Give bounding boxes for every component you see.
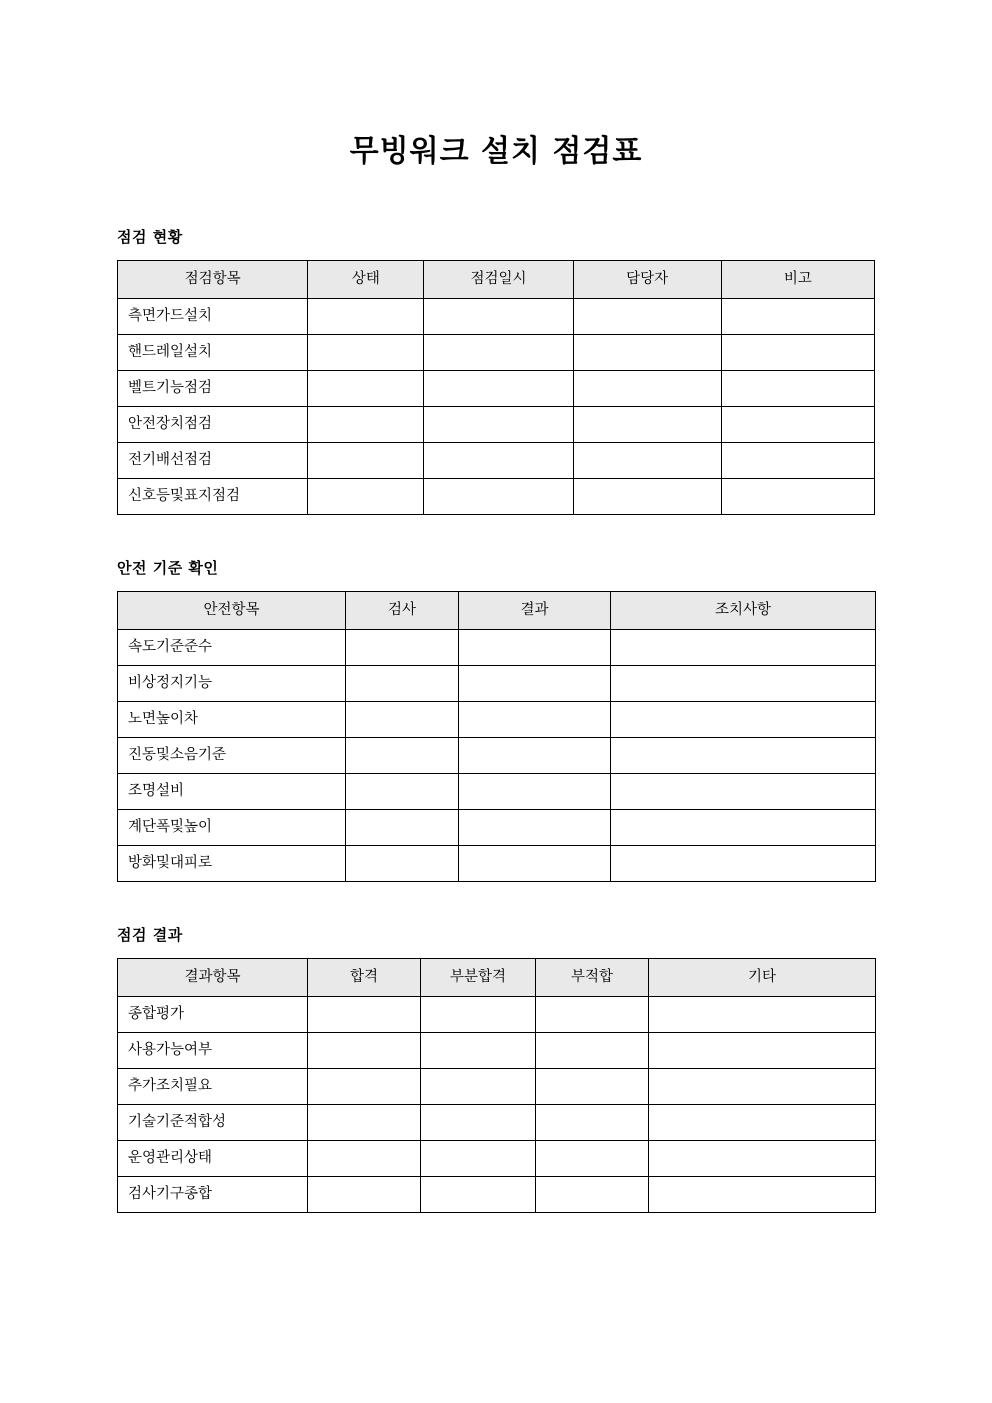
entry-cell[interactable] (721, 407, 874, 443)
row-label: 검사기구종합 (118, 1177, 308, 1213)
entry-cell[interactable] (459, 666, 611, 702)
entry-cell[interactable] (721, 443, 874, 479)
section-inspection-result (0, 924, 992, 1213)
entry-cell[interactable] (721, 371, 874, 407)
entry-cell[interactable] (649, 1069, 876, 1105)
entry-cell[interactable] (308, 997, 421, 1033)
row-label: 전기배선점검 (118, 443, 308, 479)
section-title: 안전 기준 확인 (117, 559, 219, 577)
column-header: 안전항목 (118, 592, 346, 630)
entry-cell[interactable] (308, 443, 424, 479)
entry-cell[interactable] (346, 810, 459, 846)
entry-cell[interactable] (611, 666, 876, 702)
entry-cell[interactable] (459, 846, 611, 882)
entry-cell[interactable] (424, 407, 573, 443)
table-header-row (118, 592, 876, 630)
entry-cell[interactable] (573, 299, 721, 335)
column-header: 기타 (649, 959, 876, 997)
column-header: 비고 (721, 261, 874, 299)
column-header: 부적합 (536, 959, 649, 997)
table-row (118, 335, 875, 371)
entry-cell[interactable] (649, 1177, 876, 1213)
column-header: 점검항목 (118, 261, 308, 299)
entry-cell[interactable] (573, 371, 721, 407)
entry-cell[interactable] (308, 1069, 421, 1105)
entry-cell[interactable] (611, 810, 876, 846)
entry-cell[interactable] (611, 774, 876, 810)
entry-cell[interactable] (721, 299, 874, 335)
entry-cell[interactable] (459, 810, 611, 846)
entry-cell[interactable] (573, 335, 721, 371)
safety-criteria-table (117, 591, 876, 882)
table-body (118, 630, 876, 882)
table-row (118, 810, 876, 846)
entry-cell[interactable] (611, 738, 876, 774)
table-row (118, 407, 875, 443)
entry-cell[interactable] (536, 1033, 649, 1069)
row-label: 속도기준준수 (118, 630, 346, 666)
table-row (118, 666, 876, 702)
section-title: 점검 현황 (117, 228, 183, 246)
row-label: 안전장치점검 (118, 407, 308, 443)
row-label: 운영관리상태 (118, 1141, 308, 1177)
entry-cell[interactable] (421, 1105, 536, 1141)
table-row (118, 1069, 876, 1105)
entry-cell[interactable] (346, 738, 459, 774)
row-label: 방화및대피로 (118, 846, 346, 882)
entry-cell[interactable] (459, 702, 611, 738)
section-title: 점검 결과 (117, 926, 183, 944)
entry-cell[interactable] (536, 1141, 649, 1177)
column-header: 부분합격 (421, 959, 536, 997)
entry-cell[interactable] (573, 479, 721, 515)
section-safety-criteria (0, 557, 992, 882)
entry-cell[interactable] (649, 1105, 876, 1141)
entry-cell[interactable] (459, 738, 611, 774)
table-row (118, 1105, 876, 1141)
entry-cell[interactable] (346, 702, 459, 738)
column-header: 조치사항 (611, 592, 876, 630)
row-label: 진동및소음기준 (118, 738, 346, 774)
column-header: 상태 (308, 261, 424, 299)
entry-cell[interactable] (424, 371, 573, 407)
entry-cell[interactable] (611, 846, 876, 882)
entry-cell[interactable] (649, 997, 876, 1033)
entry-cell[interactable] (611, 702, 876, 738)
row-label: 노면높이차 (118, 702, 346, 738)
table-row (118, 846, 876, 882)
column-header: 점검일시 (424, 261, 573, 299)
table-header (118, 959, 876, 997)
section-inspection-status (0, 226, 992, 515)
inspection-status-table (117, 260, 875, 515)
table-row (118, 1033, 876, 1069)
column-header: 결과 (459, 592, 611, 630)
entry-cell[interactable] (421, 1177, 536, 1213)
entry-cell[interactable] (611, 630, 876, 666)
row-label: 계단폭및높이 (118, 810, 346, 846)
entry-cell[interactable] (308, 335, 424, 371)
entry-cell[interactable] (346, 774, 459, 810)
row-label: 종합평가 (118, 997, 308, 1033)
table-header-row (118, 261, 875, 299)
entry-cell[interactable] (424, 335, 573, 371)
table-row (118, 1141, 876, 1177)
row-label: 비상정지기능 (118, 666, 346, 702)
table-header (118, 592, 876, 630)
entry-cell[interactable] (424, 443, 573, 479)
entry-cell[interactable] (308, 1141, 421, 1177)
entry-cell[interactable] (346, 666, 459, 702)
column-header: 합격 (308, 959, 421, 997)
entry-cell[interactable] (573, 407, 721, 443)
row-label: 측면가드설치 (118, 299, 308, 335)
entry-cell[interactable] (459, 630, 611, 666)
page-title: 무빙워크 설치 점검표 (349, 134, 643, 169)
column-header: 담당자 (573, 261, 721, 299)
entry-cell[interactable] (308, 299, 424, 335)
entry-cell[interactable] (721, 335, 874, 371)
row-label: 조명설비 (118, 774, 346, 810)
row-label: 핸드레일설치 (118, 335, 308, 371)
row-label: 기술기준적합성 (118, 1105, 308, 1141)
row-label: 사용가능여부 (118, 1033, 308, 1069)
entry-cell[interactable] (424, 479, 573, 515)
table-row (118, 479, 875, 515)
entry-cell[interactable] (536, 1105, 649, 1141)
table-row (118, 774, 876, 810)
entry-cell[interactable] (536, 997, 649, 1033)
entry-cell[interactable] (421, 997, 536, 1033)
entry-cell[interactable] (308, 1033, 421, 1069)
table-row (118, 702, 876, 738)
entry-cell[interactable] (308, 1177, 421, 1213)
entry-cell[interactable] (459, 774, 611, 810)
entry-cell[interactable] (308, 371, 424, 407)
column-header: 검사 (346, 592, 459, 630)
table-body (118, 997, 876, 1213)
row-label: 벨트기능점검 (118, 371, 308, 407)
table-body (118, 299, 875, 515)
entry-cell[interactable] (573, 443, 721, 479)
entry-cell[interactable] (536, 1069, 649, 1105)
table-row (118, 371, 875, 407)
entry-cell[interactable] (308, 1105, 421, 1141)
table-row (118, 997, 876, 1033)
entry-cell[interactable] (536, 1177, 649, 1213)
entry-cell[interactable] (649, 1033, 876, 1069)
table-row (118, 299, 875, 335)
entry-cell[interactable] (421, 1141, 536, 1177)
table-header (118, 261, 875, 299)
entry-cell[interactable] (721, 479, 874, 515)
row-label: 추가조치필요 (118, 1069, 308, 1105)
table-row (118, 1177, 876, 1213)
entry-cell[interactable] (308, 479, 424, 515)
entry-cell[interactable] (421, 1069, 536, 1105)
table-header-row (118, 959, 876, 997)
entry-cell[interactable] (308, 407, 424, 443)
inspection-result-table (117, 958, 876, 1213)
table-row (118, 738, 876, 774)
entry-cell[interactable] (346, 846, 459, 882)
table-row (118, 630, 876, 666)
entry-cell[interactable] (421, 1033, 536, 1069)
entry-cell[interactable] (424, 299, 573, 335)
row-label: 신호등및표지점검 (118, 479, 308, 515)
table-row (118, 443, 875, 479)
entry-cell[interactable] (649, 1141, 876, 1177)
entry-cell[interactable] (346, 630, 459, 666)
column-header: 결과항목 (118, 959, 308, 997)
